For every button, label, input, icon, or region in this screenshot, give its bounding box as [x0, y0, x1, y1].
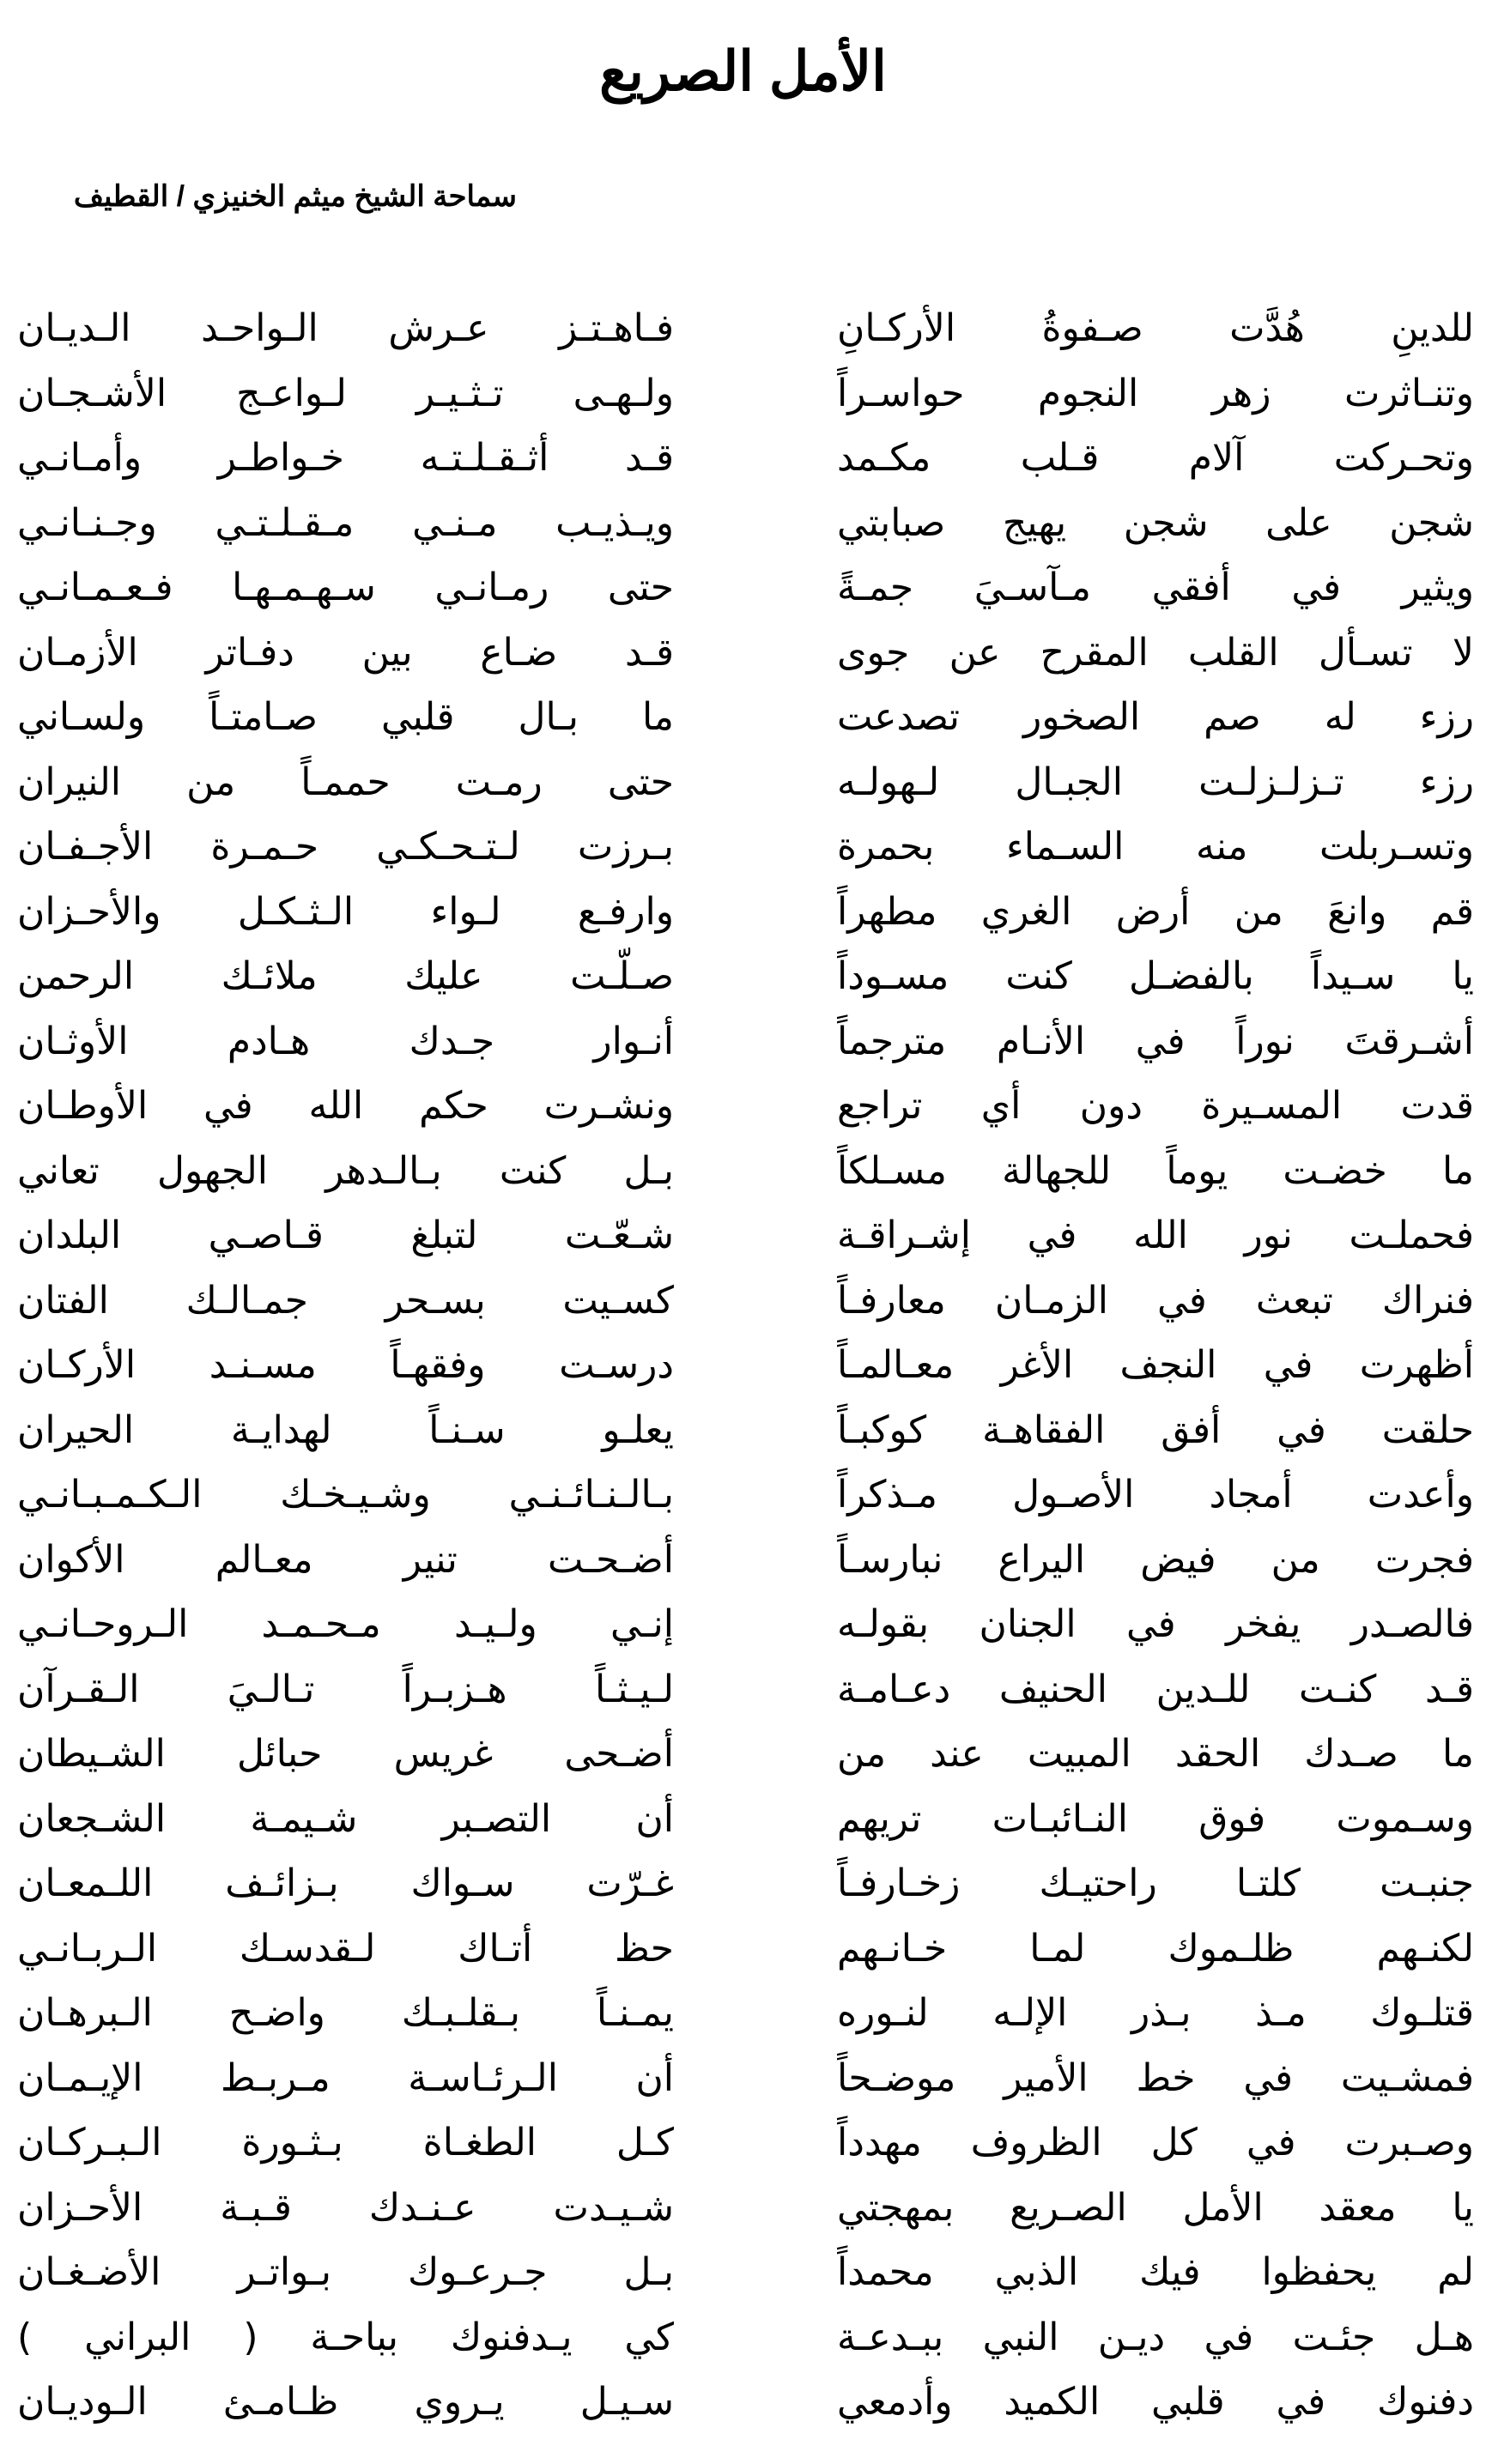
- poem-verse-right: وتسـربلت منه السـماء بحمرة: [837, 825, 1474, 869]
- poem-verse-right: قتلـوك مـذ بـذر الإلـه لنـوره: [837, 1991, 1474, 2035]
- poem-verse-left: أضـحى غريس حبائل الشـيطان: [17, 1732, 674, 1776]
- poem-verse-left: حتى رمـانـي سـهـمـهـا فـعـمـانـي: [17, 566, 674, 609]
- poem-verse-left: أن الـرئـاسـة مـربـط الإيـمـان: [17, 2055, 674, 2100]
- poem-verse-left: ويـذيـب مـنـي مـقـلـتـي وجـنـانـي: [17, 500, 674, 545]
- poem-verse-left: حتى رمـت حممـاً من النيران: [17, 760, 674, 804]
- poem-verse-right: ما خضـت يوماً للجهالة مسـلكاً: [837, 1148, 1474, 1193]
- poem-verse-right: أظهرت في النجف الأغر معـالمـاً: [837, 1343, 1474, 1387]
- poem-verse-left: حظ أتـاك لـقدسـك الـربـانـي: [17, 1926, 674, 1971]
- poem-right-column: [837, 296, 1474, 2435]
- poem-verse-left: صـلّـت عليك ملائـك الرحمن: [17, 954, 674, 998]
- poem-verse-left: سـيـل يـروي ظـامـئ الـوديـان: [17, 2380, 674, 2424]
- poem-verse-right: قم وانعَ من أرض الغري مطهراً: [837, 889, 1474, 934]
- poem-verse-right: فجرت من فيض اليراع نبارسـاً: [837, 1537, 1474, 1582]
- poem-verse-right: يا معقد الأمل الصـريع بمهجتي: [837, 2185, 1474, 2230]
- poem-verse-right: ويثير في أفقي مـآسـيَ جمـةً: [837, 566, 1474, 609]
- poem-verse-right: لكنـهم ظلـموك لمـا خـانـهم: [837, 1926, 1474, 1971]
- poem-verse-right: وتحـركت آلام قـلب مكـمد: [837, 436, 1474, 480]
- poem-verse-left: كسـيت بسـحر جمـالـك الفتان: [17, 1278, 674, 1323]
- poem-verse-right: أشـرقتَ نوراً في الأنـام مترجماً: [837, 1019, 1474, 1063]
- poem-verse-right: دفنوك في قلبي الكميد وأدمعي: [837, 2380, 1474, 2424]
- poem-verse-left: قـد ضـاع بين دفـاتر الأزمـان: [17, 630, 674, 675]
- poem-verse-left: ما بـال قلبي صـامتـاً ولسـاني: [17, 695, 674, 739]
- poem-verse-left: ولـهـى تـثـيـر لـواعـج الأشـجـان: [17, 371, 674, 415]
- poem-verse-left: شـعّـت لتبلغ قـاصـي البلدان: [17, 1214, 674, 1257]
- poem-verse-right: لا تسـأل القلب المقرح عن جوى: [837, 630, 1474, 675]
- poem-verse-left: بـرزت لـتـحـكـي حـمـرة الأجـفـان: [17, 825, 674, 869]
- poem-verse-right: رزء تـزلـزلـت الجبـال لـهولـه: [837, 760, 1474, 804]
- poem-verse-left: أضـحـت تنير معـالم الأكوان: [17, 1537, 674, 1582]
- poem-verse-right: قـد كنـت للـدين الحنيف دعـامـة: [837, 1667, 1474, 1711]
- poem-verse-left: درسـت وفقهـاً مسـنـد الأركـان: [17, 1343, 674, 1387]
- poem-verse-left: وارفـع لـواء الـثـكـل والأحـزان: [17, 889, 674, 934]
- poem-verse-left: يعلـو سـنـاً لهدايـة الحيران: [17, 1408, 674, 1452]
- poem-verse-right: جنبـت كلتـا راحتيـك زخـارفـاً: [837, 1862, 1474, 1905]
- poem-verse-left: إنـي ولـيـد مـحـمـد الـروحـانـي: [17, 1602, 674, 1646]
- poem-verse-right: شجن على شجن يهيج صبابتي: [837, 500, 1474, 545]
- poem-verse-left: بـالـنـائـنـي وشـيـخـك الـكـمـبـانـي: [17, 1473, 674, 1517]
- poem-title: الأمل الصريع: [599, 40, 887, 102]
- poem-verse-left: يمـنـاً بـقلـبـك واضـح الـبرهـان: [17, 1991, 674, 2035]
- poem-verse-left: كي يـدفنوك بباحـة ( البراني ): [17, 2315, 674, 2359]
- poem-verse-right: وسـموت فوق النـائبـات تريهم: [837, 1796, 1474, 1841]
- poem-verse-left: بـل جـرعـوك بـواتـر الأضـغـان: [17, 2250, 674, 2294]
- poem-verse-right: قدت المسـيرة دون أي تراجع: [837, 1084, 1474, 1128]
- poem-verse-left: أنـوار جـدك هـادم الأوثـان: [17, 1019, 674, 1063]
- poem-verse-right: لم يحفظوا فيك الذبي محمداً: [837, 2250, 1474, 2294]
- poem-verse-left: أن التصـبر شـيمـة الشـجعان: [17, 1796, 674, 1841]
- author-line: سماحة الشيخ ميثم الخنيزي / القطيف: [73, 180, 517, 213]
- poem-verse-right: فالصـدر يفخر في الجنان بقولـه: [837, 1602, 1474, 1646]
- poem-verse-left: ونشـرت حكم الله في الأوطـان: [17, 1084, 674, 1128]
- poem-verse-right: فنراك تبعث في الزمـان معارفـاً: [837, 1278, 1474, 1323]
- poem-verse-right: رزء له صم الصخور تصدعت: [837, 695, 1474, 739]
- poem-verse-left: بـل كنت بـالـدهر الجهول تعاني: [17, 1148, 674, 1193]
- poem-verse-right: ما صـدك الحقد المبيت عند من: [837, 1732, 1474, 1776]
- poem-verse-left: غـرّت سـواك بـزائـف اللـمعـان: [17, 1862, 674, 1905]
- poem-verse-left: قـد أثـقـلـتـه خـواطـر وأمـانـي: [17, 436, 674, 480]
- poem-verse-right: حلقت في أفق الفقاهـة كوكبـاً: [837, 1408, 1474, 1452]
- poem-verse-left: شـيـدت عـنـدك قـبـة الأحـزان: [17, 2185, 674, 2230]
- poem-verse-right: وصـبرت في كل الظروف مهدداً: [837, 2121, 1474, 2164]
- poem-verse-left: كـل الطغـاة بـثـورة الـبـركـان: [17, 2121, 674, 2164]
- poem-verse-right: وأعدت أمجاد الأصـول مـذكراً: [837, 1473, 1474, 1517]
- poem-verse-right: للدينِ هُدَّت صـفوةُ الأركـانِ: [837, 306, 1474, 350]
- poem-verse-right: يا سـيداً بالفضـل كنت مسـوداً: [837, 954, 1474, 998]
- poem-verse-left: فـاهـتـز عـرش الـواحـد الـديـان: [17, 306, 674, 350]
- poem-left-column: [17, 296, 674, 2435]
- poem-verse-right: فمشـيت في خط الأمير موضـحاً: [837, 2055, 1474, 2100]
- poem-verse-right: فحملـت نور الله في إشـراقـة: [837, 1214, 1474, 1257]
- poem-verse-left: لـيـثـاً هـزبـراً تـالـيَ الـقـرآن: [17, 1667, 674, 1711]
- poem-verse-right: هـل جئـت في ديـن النبي ببـدعـة: [837, 2315, 1474, 2359]
- poem-verse-right: وتنـاثرت زهر النجوم حواسـراً: [837, 371, 1474, 415]
